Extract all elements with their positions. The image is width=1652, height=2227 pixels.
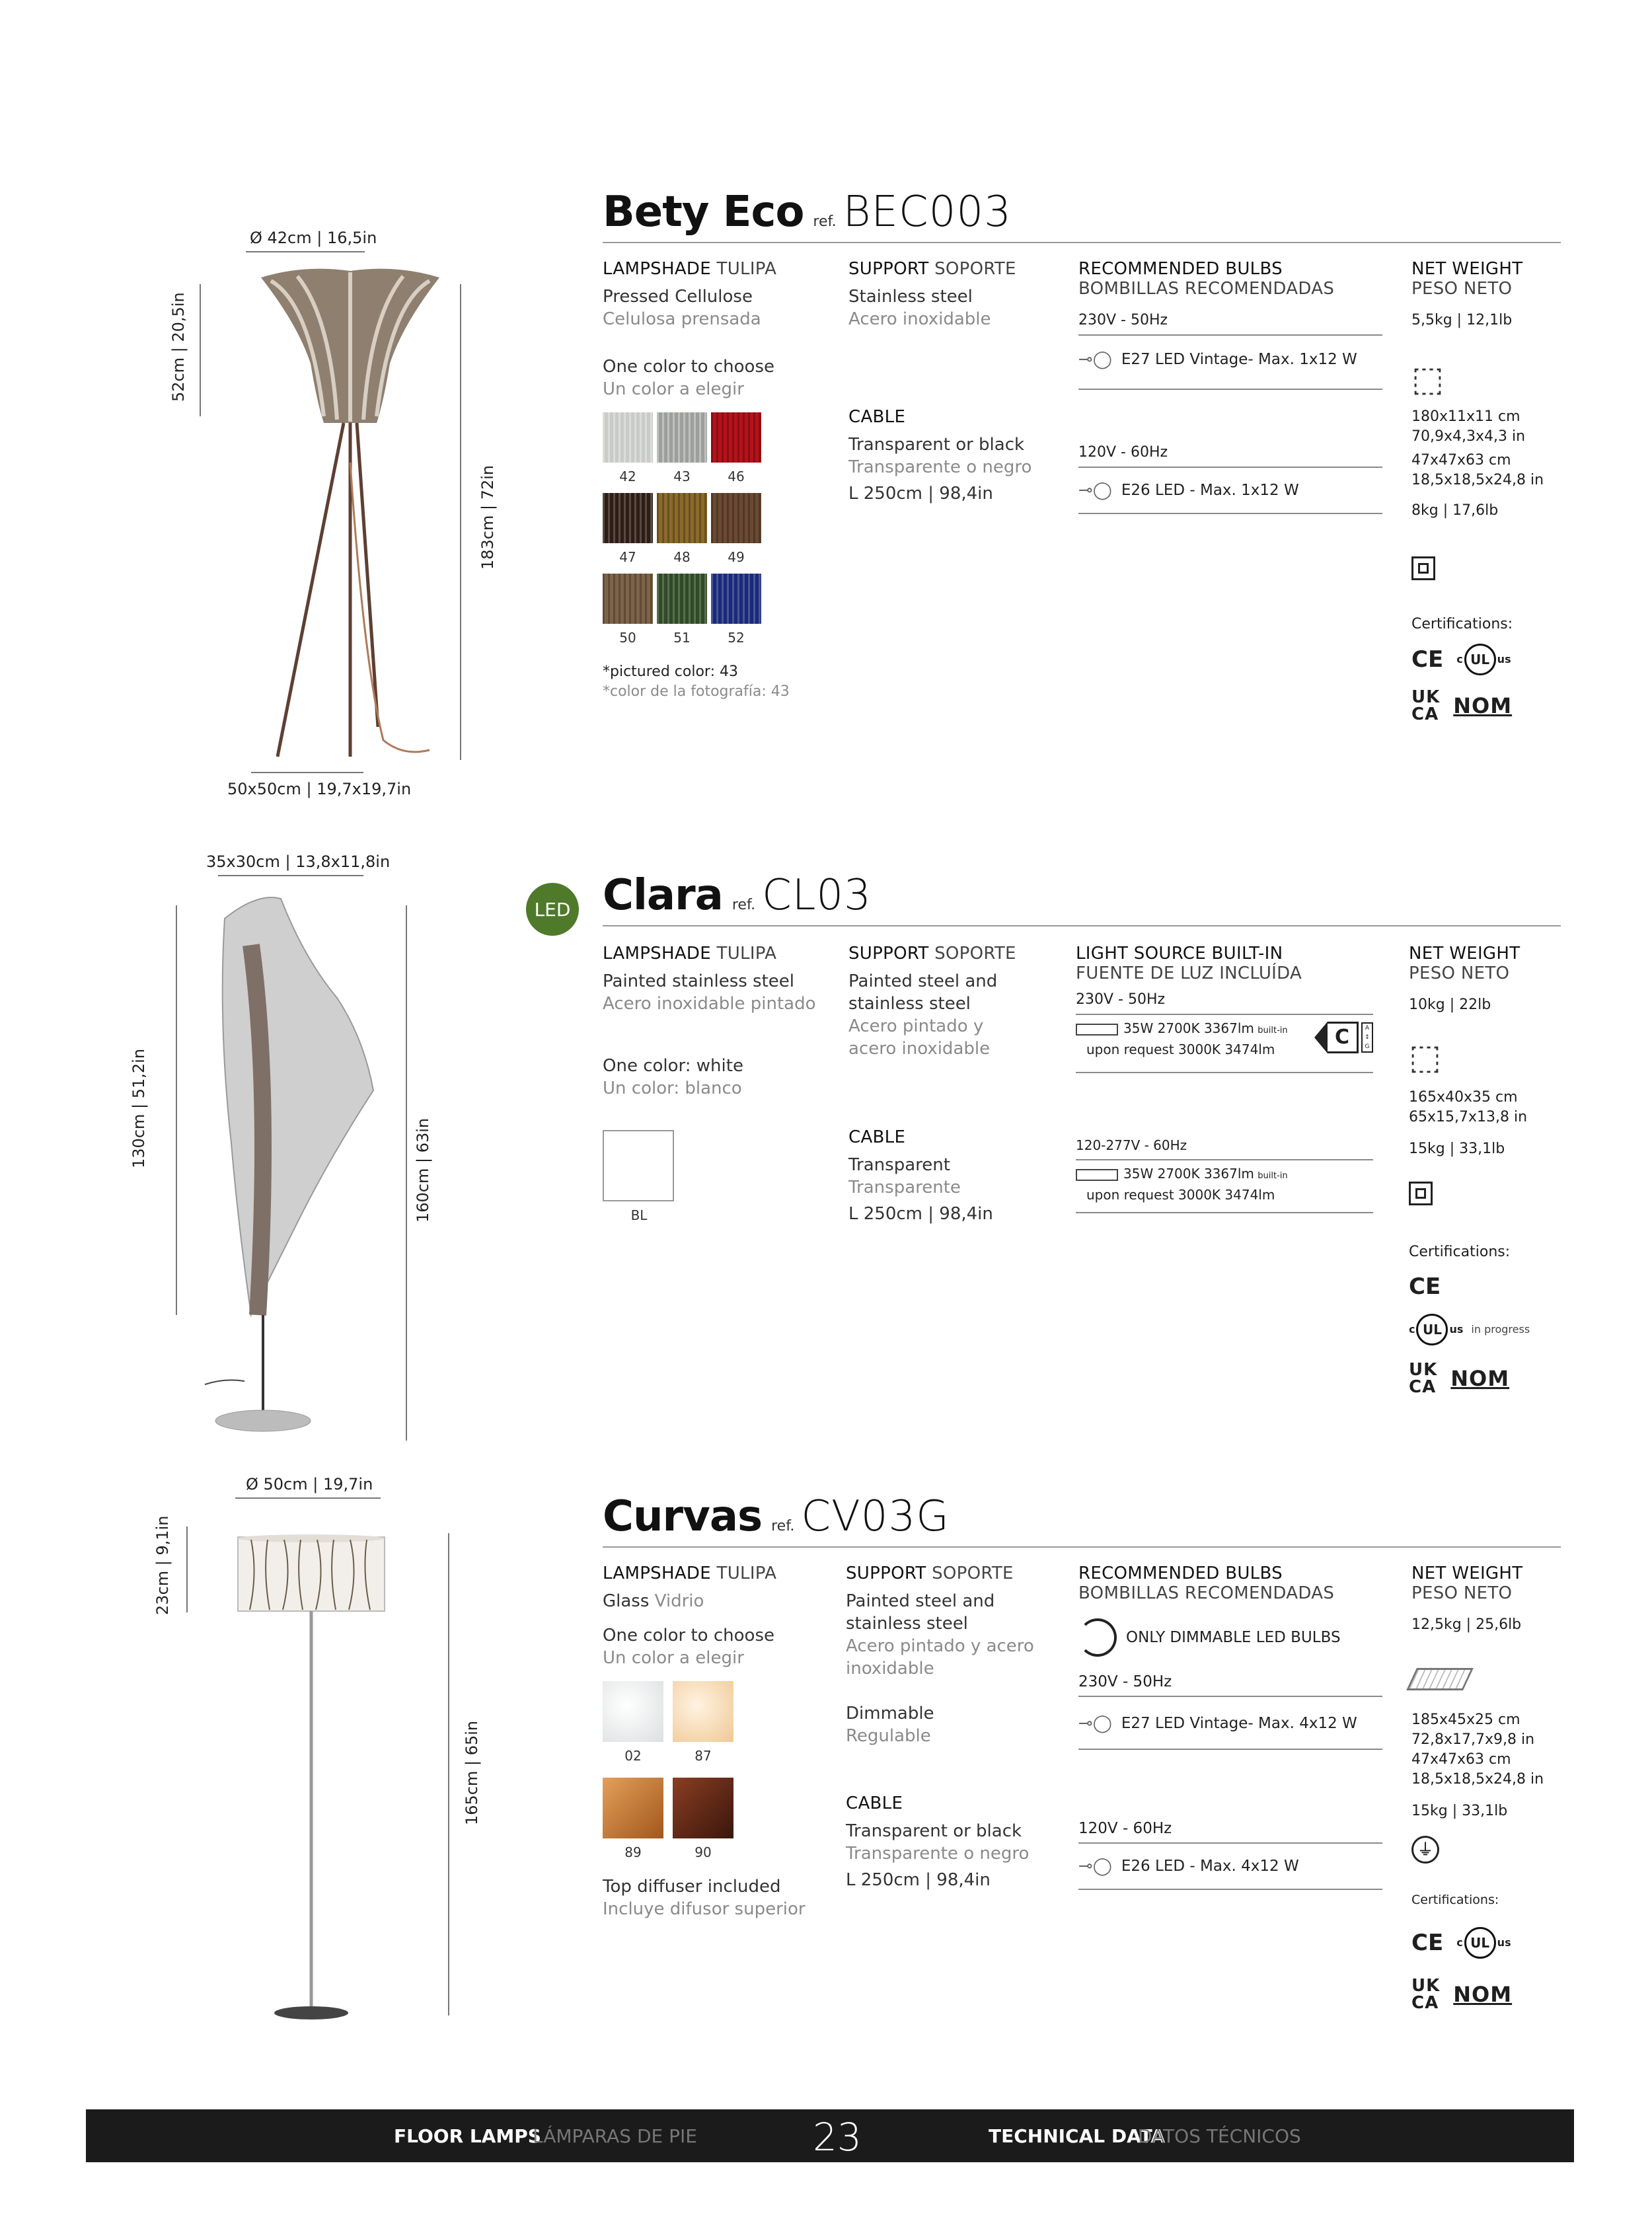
curvas-support-col	[846, 1564, 1064, 1891]
led-request: upon request 3000K 3474lm	[1086, 1187, 1275, 1203]
bety-bulbs-col	[1078, 259, 1382, 518]
weight-heading-es: PESO NETO	[1409, 963, 1510, 983]
box-dim: 47x47x63 cm	[1411, 1751, 1511, 1768]
cable-type-es: Transparente	[848, 1178, 961, 1197]
bety-support-col	[848, 259, 1060, 505]
bulb-icon: ⊸◯	[1078, 1856, 1112, 1876]
nom-mark-icon: NOM	[1450, 1366, 1510, 1391]
curvas-weight-col: NET WEIGHT PESO NETO 12,5kg | 25,6lb 185x45x25 cm 72,8x17,7x9,8 in 47x47x63 cm 18,5x18,5x24,8 in 15kg | 33,1lb ⏚ Certifications: CE c UL us UK CA NOM	[1411, 1564, 1574, 2012]
dim-line	[186, 1527, 188, 1612]
dim-line	[218, 875, 363, 876]
footer-tech: TECHNICAL DATA	[989, 2125, 1166, 2147]
label-es: TULIPA	[716, 259, 777, 279]
nom-mark-icon: NOM	[1453, 1982, 1513, 2007]
label-es: SOPORTE	[934, 259, 1016, 279]
built-in-note: built-in	[1258, 1171, 1288, 1181]
curvas-dim-diameter: Ø 50cm | 19,7in	[246, 1475, 373, 1493]
ref-label: ref.	[732, 897, 756, 913]
color-note: One color: white	[603, 1056, 743, 1076]
weight-heading-es: PESO NETO	[1411, 279, 1513, 299]
color-swatch[interactable]: 89	[603, 1778, 663, 1864]
voltage: 120V - 60Hz	[1078, 444, 1168, 461]
led-badge: LED	[526, 883, 579, 936]
footer-section: FLOOR LAMPS	[394, 2125, 541, 2147]
bety-dim-base: 50x50cm | 19,7x19,7in	[227, 780, 412, 798]
bulb-spec: E27 LED Vintage- Max. 4x12 W	[1121, 1715, 1357, 1732]
cable-length: L 250cm | 98,4in	[848, 1204, 993, 1224]
pictured-color-es: *color de la fotografía: 43	[603, 683, 790, 700]
color-swatch[interactable]: 47	[603, 493, 653, 568]
lampshade-material: Pressed Cellulose	[603, 287, 753, 307]
color-swatch[interactable]: 48	[657, 493, 707, 568]
dim-line	[406, 905, 407, 1441]
clara-weight-col: NET WEIGHT PESO NETO 10kg | 22lb ⬚ 165x40x35 cm 65x15,7x13,8 in 15kg | 33,1lb Certifications: CE c UL us in progress UK CA NOM	[1409, 944, 1574, 1396]
bety-dim-height: 183cm | 72in	[478, 465, 497, 570]
box-dim: 18,5x18,5x24,8 in	[1411, 472, 1544, 488]
led-strip-icon	[1076, 1024, 1118, 1036]
color-swatch[interactable]: 43	[657, 412, 707, 488]
bulbs-heading-es: BOMBILLAS RECOMENDADAS	[1078, 279, 1335, 299]
product-ref: CV03G	[801, 1492, 950, 1541]
box-dim: 165x40x35 cm	[1409, 1089, 1518, 1106]
box-icon: ⬚	[1409, 1038, 1442, 1077]
net-weight: 12,5kg | 25,6lb	[1411, 1616, 1522, 1633]
dim-line	[448, 1533, 449, 2016]
label: LAMPSHADE	[603, 259, 711, 279]
bety-weight-col: NET WEIGHT PESO NETO 5,5kg | 12,1lb ⬚ 180x11x11 cm 70,9x4,3x4,3 in 47x47x63 cm 18,5x18,5x24,8 in 8kg | 17,6lb Certifications: CE c UL us UK CA NOM	[1411, 259, 1570, 723]
voltage: 230V - 50Hz	[1076, 991, 1166, 1008]
flat-box-icon	[1406, 1668, 1474, 1690]
bety-swatches	[603, 412, 821, 649]
cable-heading: CABLE	[848, 407, 906, 427]
box-dim: 70,9x4,3x4,3 in	[1411, 428, 1526, 445]
ref-label: ref.	[771, 1518, 795, 1534]
box-dim: 72,8x17,7x9,8 in	[1411, 1731, 1535, 1748]
earth-ground-icon: ⏚	[1411, 1836, 1439, 1864]
box-weight: 15kg | 33,1lb	[1411, 1803, 1508, 1819]
box-weight: 15kg | 33,1lb	[1409, 1141, 1505, 1157]
title-rule	[603, 1546, 1561, 1548]
curvas-dim-shade: 23cm | 9,1in	[153, 1515, 172, 1615]
bety-dim-diameter: Ø 42cm | 16,5in	[250, 229, 377, 247]
support-material-es: Acero pintado y acero	[846, 1636, 1034, 1656]
ce-mark-icon: CE	[1409, 1273, 1441, 1300]
color-note-es: Un color a elegir	[603, 1648, 744, 1668]
dim-line	[246, 251, 365, 252]
diffuser-note: Top diffuser included	[603, 1877, 781, 1897]
clara-title	[603, 871, 872, 920]
color-note-es: Un color a elegir	[603, 379, 744, 399]
clara-lampshade-col	[603, 944, 827, 1227]
color-swatch[interactable]: BL	[603, 1130, 675, 1227]
weight-heading: NET WEIGHT	[1411, 259, 1523, 279]
cert-label: Certifications:	[1411, 1893, 1499, 1907]
dim-line	[235, 1497, 381, 1499]
led-strip-icon	[1076, 1169, 1118, 1181]
cable-type: Transparent or black	[846, 1821, 1022, 1841]
built-in-note: built-in	[1258, 1026, 1288, 1036]
ukca-mark-icon: UK CA	[1411, 687, 1441, 724]
dimmable-bulbs-note: ONLY DIMMABLE LED BULBS	[1126, 1629, 1341, 1646]
support-material-es: Acero inoxidable	[848, 309, 991, 329]
clara-dim-top: 35x30cm | 13,8x11,8in	[206, 852, 391, 871]
cable-heading: CABLE	[848, 1127, 906, 1147]
dimmable-note: Dimmable	[846, 1704, 934, 1723]
page-footer	[86, 2109, 1574, 2162]
ce-mark-icon: CE	[1411, 646, 1444, 673]
nom-mark-icon: NOM	[1453, 693, 1513, 718]
dimmable-note-es: Regulable	[846, 1726, 931, 1746]
clara-light-col	[1076, 944, 1373, 1217]
diffuser-note-es: Incluye difusor superior	[603, 1899, 806, 1919]
bulb-icon: ⊸◯	[1078, 1714, 1112, 1733]
cable-length: L 250cm | 98,4in	[846, 1870, 991, 1890]
led-specs: 35W 2700K 3367lm	[1123, 1166, 1254, 1182]
ce-mark-icon: CE	[1411, 1930, 1444, 1956]
voltage: 230V - 50Hz	[1078, 1673, 1172, 1690]
label-es: SOPORTE	[932, 1564, 1014, 1583]
footer-section-es: LÁMPARAS DE PIE	[533, 2125, 697, 2147]
led-specs: 35W 2700K 3367lm	[1123, 1020, 1254, 1036]
class-ii-icon	[1409, 1182, 1433, 1205]
clara-lamp-image	[198, 892, 396, 1441]
title-rule	[603, 242, 1561, 243]
title-rule	[603, 925, 1561, 926]
support-material: Painted steel and	[848, 971, 998, 991]
color-swatch[interactable]: 52	[711, 574, 761, 649]
curvas-dim-height: 165cm | 65in	[463, 1720, 481, 1825]
bety-title	[603, 188, 1012, 237]
bulb-icon: ⊸◯	[1078, 480, 1112, 500]
weight-heading: NET WEIGHT	[1409, 944, 1521, 963]
ul-progress-note: in progress	[1471, 1323, 1530, 1336]
pictured-color: *pictured color: 43	[603, 663, 738, 680]
bulb-spec: E26 LED - Max. 1x12 W	[1121, 482, 1299, 499]
led-request: upon request 3000K 3474lm	[1086, 1041, 1275, 1057]
box-dim: 18,5x18,5x24,8 in	[1411, 1771, 1544, 1788]
lampshade-material-es: Acero inoxidable pintado	[603, 994, 816, 1014]
product-ref: CL03	[762, 871, 872, 920]
label-es: TULIPA	[716, 944, 777, 963]
label: LAMPSHADE	[603, 1564, 711, 1583]
bulb-spec: E26 LED - Max. 4x12 W	[1121, 1858, 1299, 1875]
bulbs-heading: RECOMMENDED BULBS	[1078, 1564, 1283, 1583]
ul-mark-icon: UL	[1416, 1314, 1448, 1345]
lampshade-material: Painted stainless steel	[603, 971, 795, 991]
product-name: Clara	[603, 871, 723, 920]
color-note-es: Un color: blanco	[603, 1078, 742, 1098]
box-icon: ⬚	[1411, 359, 1445, 399]
label-es: TULIPA	[716, 1564, 777, 1583]
label: SUPPORT	[848, 259, 929, 279]
support-material: Stainless steel	[848, 287, 973, 307]
label: LAMPSHADE	[603, 944, 711, 963]
clara-support-col	[848, 944, 1060, 1225]
box-dim: 180x11x11 cm	[1411, 408, 1521, 425]
dim-line	[460, 284, 461, 760]
product-ref: BEC003	[843, 188, 1012, 237]
dim-line	[251, 772, 363, 773]
cert-label: Certifications:	[1409, 1244, 1511, 1260]
lampshade-material-es: Celulosa prensada	[603, 309, 761, 329]
ukca-mark-icon: UK CA	[1411, 1976, 1441, 2013]
voltage: 120-277V - 60Hz	[1076, 1137, 1187, 1153]
color-note: One color to choose	[603, 1626, 774, 1645]
support-material-es: inoxidable	[846, 1659, 934, 1679]
cable-heading: CABLE	[846, 1793, 903, 1813]
cert-label: Certifications:	[1411, 616, 1513, 632]
box-dim: 185x45x25 cm	[1411, 1712, 1521, 1728]
label: SUPPORT	[848, 944, 929, 963]
color-swatch[interactable]: 90	[673, 1778, 733, 1864]
curvas-title	[603, 1492, 950, 1541]
cable-length: L 250cm | 98,4in	[848, 484, 993, 504]
bety-lampshade-col	[603, 259, 821, 702]
label-es: SOPORTE	[934, 944, 1016, 963]
cable-type-es: Transparente o negro	[846, 1844, 1030, 1864]
box-weight: 8kg | 17,6lb	[1411, 502, 1499, 519]
lampshade-material-es: Vidrio	[654, 1591, 704, 1611]
footer-tech-es: DATOS TÉCNICOS	[1138, 2125, 1301, 2147]
color-note: One color to choose	[603, 357, 774, 377]
curvas-bulbs-col	[1078, 1564, 1382, 1894]
product-name: Bety Eco	[603, 188, 804, 237]
curvas-lamp-image	[231, 1533, 390, 2035]
bety-dim-shade: 52cm | 20,5in	[169, 292, 188, 402]
dimmer-icon	[1078, 1618, 1117, 1657]
net-weight: 5,5kg | 12,1lb	[1411, 312, 1513, 328]
bulbs-heading-es: BOMBILLAS RECOMENDADAS	[1078, 1583, 1335, 1603]
ul-mark-icon: UL	[1464, 644, 1496, 675]
box-dim: 47x47x63 cm	[1411, 452, 1511, 469]
bety-lamp-image	[251, 264, 449, 767]
ref-label: ref.	[813, 213, 837, 230]
color-swatch[interactable]: 51	[657, 574, 707, 649]
color-swatch[interactable]: 50	[603, 574, 653, 649]
cable-type-es: Transparente o negro	[848, 457, 1032, 477]
page-number: 23	[813, 2115, 862, 2160]
dim-line	[200, 284, 201, 416]
class-ii-icon	[1411, 556, 1435, 580]
color-swatch[interactable]: 42	[603, 412, 653, 488]
light-heading-es: FUENTE DE LUZ INCLUÍDA	[1076, 963, 1302, 983]
bulb-icon: ⊸◯	[1078, 350, 1112, 369]
support-material: stainless steel	[846, 1614, 968, 1634]
support-material: Painted steel and	[846, 1591, 995, 1611]
curvas-swatches	[603, 1681, 821, 1864]
color-swatch[interactable]: 46	[711, 412, 761, 488]
bulb-spec: E27 LED Vintage- Max. 1x12 W	[1121, 351, 1357, 368]
clara-dim-shade: 130cm | 51,2in	[130, 1048, 148, 1168]
dim-line	[176, 905, 177, 1315]
color-swatch[interactable]: 02	[603, 1681, 663, 1767]
voltage: 230V - 50Hz	[1078, 312, 1168, 328]
clara-dim-height: 160cm | 63in	[414, 1117, 432, 1223]
color-swatch[interactable]: 49	[711, 493, 761, 568]
color-swatch[interactable]: 87	[673, 1681, 733, 1767]
curvas-lampshade-col	[603, 1564, 821, 1920]
lampshade-material: Glass	[603, 1591, 650, 1611]
label: SUPPORT	[846, 1564, 926, 1583]
cable-type: Transparent or black	[848, 435, 1025, 455]
ukca-mark-icon: UK CA	[1409, 1360, 1438, 1397]
support-material-es: Acero pintado y	[848, 1016, 984, 1036]
weight-heading-es: PESO NETO	[1411, 1583, 1513, 1603]
light-heading: LIGHT SOURCE BUILT-IN	[1076, 944, 1283, 963]
energy-label-icon: C A ↕ G	[1314, 1022, 1373, 1053]
cable-type: Transparent	[848, 1155, 950, 1175]
weight-heading: NET WEIGHT	[1411, 1564, 1523, 1583]
support-material-es: acero inoxidable	[848, 1039, 991, 1059]
box-dim: 65x15,7x13,8 in	[1409, 1109, 1528, 1125]
voltage: 120V - 60Hz	[1078, 1820, 1172, 1837]
bulbs-heading: RECOMMENDED BULBS	[1078, 259, 1283, 279]
net-weight: 10kg | 22lb	[1409, 997, 1491, 1013]
support-material: stainless steel	[848, 994, 971, 1014]
ul-mark-icon: UL	[1464, 1927, 1496, 1959]
product-name: Curvas	[603, 1492, 763, 1541]
